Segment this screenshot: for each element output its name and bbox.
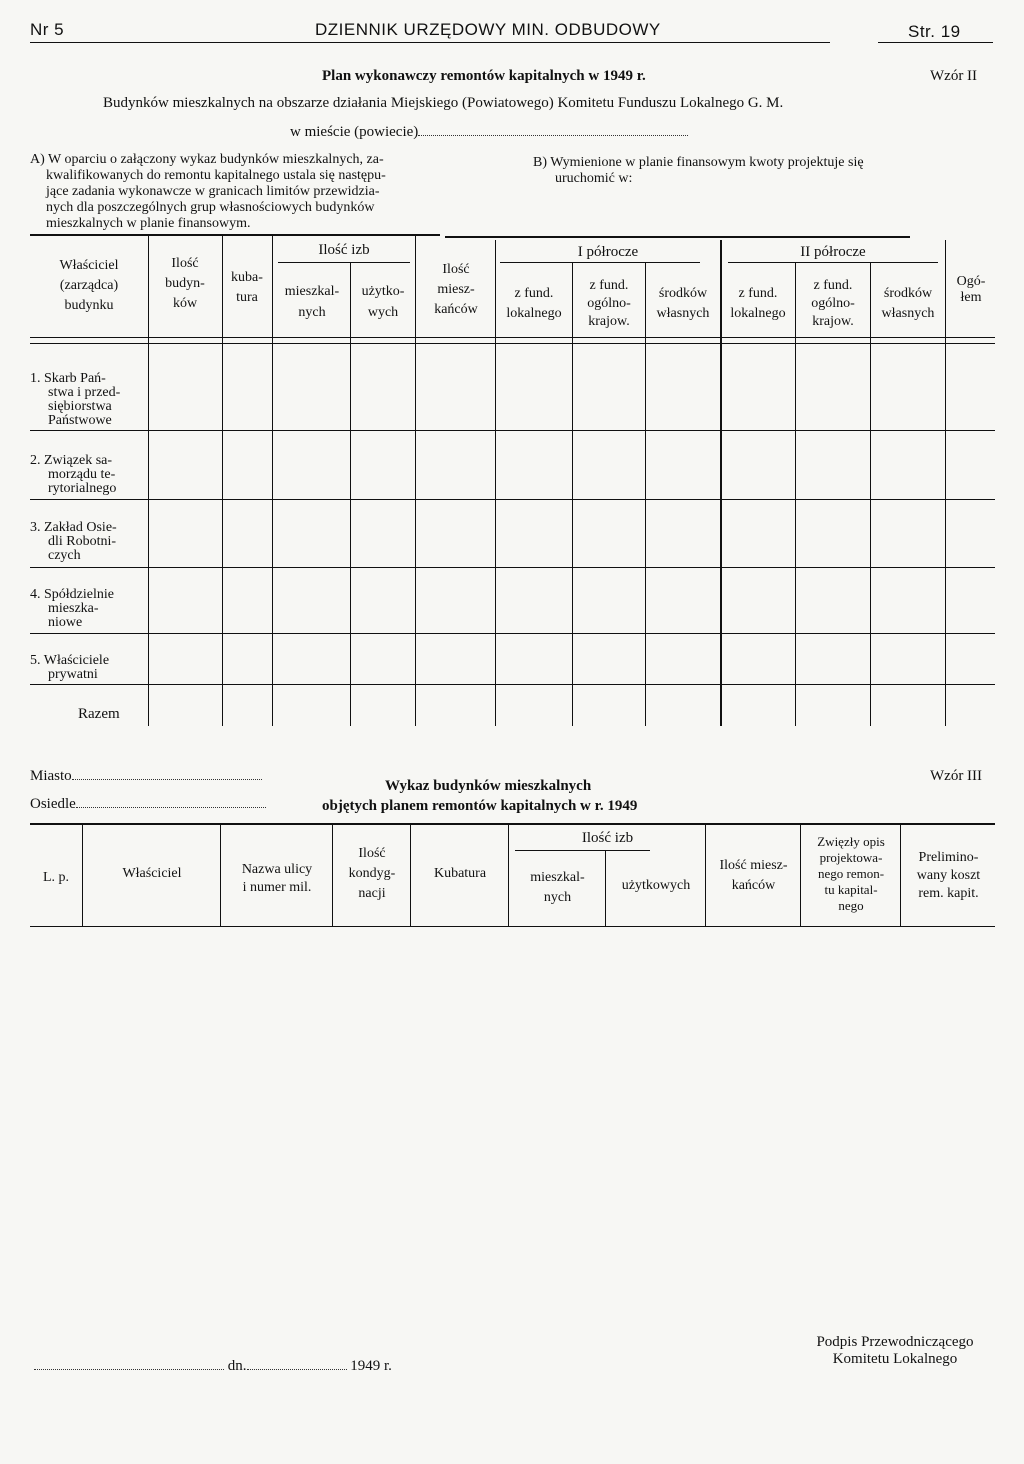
col-rooms-header: Ilość izb	[318, 242, 370, 258]
col-h2-own-header	[871, 286, 945, 322]
col3-street-header	[222, 862, 332, 896]
col-rooms-util-line: wych	[367, 305, 399, 320]
table2-row	[30, 588, 148, 630]
table3-vline	[800, 825, 801, 926]
table2-top-rule-right	[445, 236, 910, 238]
header-rule-right	[878, 42, 993, 43]
col-local-line: lokalnego	[506, 306, 562, 321]
table2-row	[30, 521, 148, 563]
half2-subheader-rule	[728, 262, 938, 263]
col3-cost-header	[902, 850, 995, 902]
col3-cost-line: rem. kapit.	[918, 886, 979, 901]
col-national-line: z fund.	[589, 278, 629, 293]
form2-city-line	[290, 124, 688, 141]
col-national-line: krajow.	[588, 314, 630, 329]
table2-vline	[572, 262, 573, 726]
form2-city-blank[interactable]	[418, 135, 688, 136]
table3-vline	[508, 825, 509, 926]
table2-vline	[148, 236, 149, 726]
col-local-line: lokalnego	[730, 306, 786, 321]
form3-city-blank[interactable]	[72, 779, 262, 780]
col-owner-line: (zarządca)	[59, 278, 119, 293]
table2-row-rule	[30, 567, 995, 568]
col-local-line: z fund.	[738, 286, 778, 301]
form2-city-label: w mieście (powiecie)	[290, 124, 419, 140]
table2-vline	[272, 236, 273, 726]
col-buildings-header	[150, 256, 220, 312]
row-label-line: Państwowe	[48, 413, 112, 428]
col-total-header	[947, 274, 995, 306]
section-b-line: B) Wymienione w planie finansowym kwoty projektuje się	[533, 155, 864, 170]
col3-floors-line: Ilość	[358, 846, 386, 861]
table2-total-label: Razem	[78, 706, 120, 722]
table2-header-bottom-2	[30, 343, 995, 344]
col3-cost-line: Prelimino-	[918, 850, 979, 865]
form2-title: Plan wykonawczy remontów kapitalnych w 1949 r.	[322, 68, 646, 84]
col3-desc-line: Zwięzły opis	[817, 834, 885, 849]
table3-vline	[605, 850, 606, 926]
table2-vline	[415, 236, 416, 726]
row-label-line: 3. Zakład Osie-	[30, 520, 117, 535]
col-buildings-line: budyn-	[165, 276, 205, 291]
col3-rooms-res-line: nych	[543, 890, 572, 905]
row-label-line: czych	[48, 548, 81, 563]
col3-rooms-header: Ilość izb	[581, 830, 634, 846]
col3-lp-header: L. p.	[42, 870, 70, 885]
table2-vline	[945, 240, 946, 726]
form2-subtitle: Budynków mieszkalnych na obszarze działania Miejskiego (Powiatowego) Komitetu Funduszu Lokalnego G. M.	[103, 95, 784, 111]
col-buildings-line: ków	[172, 296, 198, 311]
table2-row-rule	[30, 633, 995, 634]
col3-residents-line: Ilość miesz-	[719, 858, 788, 873]
col-h1-own-header	[646, 286, 720, 322]
table2-vline	[350, 262, 351, 726]
table3-top-rule	[30, 823, 995, 825]
col3-residents-header	[707, 858, 800, 894]
table2-row-rule	[30, 430, 995, 431]
footer-date-prefix: dn.	[227, 1358, 247, 1374]
footer-place-blank[interactable]	[34, 1369, 224, 1370]
col3-desc-line: projektowa-	[819, 850, 883, 865]
col-own-line: własnych	[656, 306, 710, 321]
row-label-line: siębiorstwa	[48, 399, 112, 414]
section-a-line: kwalifikowanych do remontu kapitalnego ustala się następu-	[46, 168, 386, 183]
col-h2-national-header	[796, 278, 870, 330]
col-own-line: własnych	[881, 306, 935, 321]
col-residents-line: kańców	[434, 302, 478, 317]
col-national-line: krajow.	[812, 314, 854, 329]
col3-desc-line: nego	[838, 898, 864, 913]
signature-line: Podpis Przewodniczącego	[816, 1334, 974, 1350]
col-residents-line: miesz-	[437, 282, 475, 297]
table3-vline	[220, 825, 221, 926]
form3-city-label: Miasto	[30, 768, 72, 784]
col3-desc-line: nego remon-	[817, 866, 885, 881]
table2-row	[30, 654, 148, 682]
footer-date-blank[interactable]	[247, 1369, 347, 1370]
col-rooms-res-line: nych	[298, 305, 326, 320]
col3-floors-header	[334, 846, 410, 902]
section-a-line: mieszkalnych w planie finansowym.	[46, 216, 251, 231]
col3-owner-header: Właściciel	[122, 866, 182, 881]
form3-subtitle: objętych planem remontów kapitalnych w r. 1949	[322, 798, 638, 814]
signature-line: Komitetu Lokalnego	[832, 1351, 958, 1367]
footer-signature	[790, 1334, 1000, 1368]
col-rooms-res-line: mieszkal-	[284, 284, 340, 299]
col3-floors-line: kondyg-	[348, 866, 396, 881]
col-volume-header	[224, 270, 270, 306]
col-residents-header	[417, 262, 495, 318]
col-residents-line: Ilość	[442, 262, 470, 277]
col-rooms-util-line: użytko-	[361, 284, 405, 299]
col-rooms-util-header	[351, 284, 415, 321]
table3-rooms-rule	[515, 850, 650, 851]
col-local-line: z fund.	[514, 286, 554, 301]
col3-rooms-util-header: użytkowych	[621, 878, 691, 893]
header-rule	[30, 42, 830, 43]
col-rooms-res-header	[274, 284, 350, 321]
table2-row-rule	[30, 684, 995, 685]
col-total-line: Ogó-	[956, 274, 986, 289]
col3-desc-line: tu kapital-	[824, 882, 878, 897]
col-owner-line: budynku	[64, 298, 114, 313]
row-label-line: 4. Spółdzielnie	[30, 587, 114, 602]
half1-subheader-rule	[500, 262, 700, 263]
form3-estate-label: Osiedle	[30, 796, 76, 812]
row-label-line: 2. Związek sa-	[30, 453, 113, 468]
form2-section-a	[30, 152, 510, 232]
col3-volume-header: Kubatura	[433, 866, 487, 881]
col-volume-line: tura	[236, 290, 258, 305]
row-label-line: dli Robotni-	[48, 534, 117, 549]
rooms-subheader-rule	[278, 262, 410, 263]
section-a-line: A) W oparciu o załączony wykaz budynków mieszkalnych, za-	[30, 152, 384, 167]
row-label-line: prywatni	[48, 667, 98, 682]
form3-estate-blank[interactable]	[76, 807, 266, 808]
table3-vline	[82, 825, 83, 926]
section-a-line: jące zadania wykonawcze w granicach limitów przewidzia-	[46, 184, 380, 199]
col3-street-line: Nazwa ulicy	[241, 862, 313, 877]
col3-rooms-res-header	[510, 870, 605, 906]
col-half2-header: II półrocze	[800, 244, 866, 260]
table2-vline	[645, 262, 646, 726]
row-label-line: 1. Skarb Pań-	[30, 371, 106, 386]
section-b-line: uruchomić w:	[555, 171, 633, 186]
form2-section-b	[533, 155, 993, 187]
col3-rooms-res-line: mieszkal-	[530, 870, 585, 885]
table3-vline	[410, 825, 411, 926]
col-own-line: środków	[883, 286, 933, 301]
page-number: Str. 19	[908, 22, 961, 41]
table3-vline	[705, 825, 706, 926]
row-label-line: morządu te-	[48, 467, 116, 482]
col3-cost-line: wany koszt	[916, 868, 981, 883]
table2-header-bottom	[30, 337, 995, 338]
journal-title: DZIENNIK URZĘDOWY MIN. ODBUDOWY	[315, 20, 661, 39]
row-label-line: 5. Właściciele	[30, 653, 110, 668]
table3-vline	[332, 825, 333, 926]
col3-description-header	[802, 834, 900, 913]
col-volume-line: kuba-	[231, 270, 263, 285]
table2-vline	[870, 262, 871, 726]
col-h1-national-header	[573, 278, 645, 330]
form3-wzor: Wzór III	[930, 768, 983, 784]
form3-city-line	[30, 768, 262, 785]
col3-street-line: i numer mil.	[242, 880, 312, 895]
row-label-line: stwa i przed-	[48, 385, 121, 400]
table2-vline	[222, 236, 223, 726]
issue-number: Nr 5	[30, 20, 65, 39]
table2-vline	[795, 262, 796, 726]
row-label-line: rytorialnego	[48, 481, 117, 496]
form2-wzor: Wzór II	[930, 68, 978, 84]
col-owner-header	[32, 258, 146, 314]
col-national-line: ogólno-	[811, 296, 855, 311]
table3-vline	[900, 825, 901, 926]
table2-row	[30, 454, 148, 496]
row-label-line: mieszka-	[48, 601, 99, 616]
table2-row	[30, 372, 148, 428]
col-national-line: z fund.	[813, 278, 853, 293]
form3-title: Wykaz budynków mieszkalnych	[385, 778, 592, 794]
footer-date-line	[34, 1358, 392, 1375]
col3-residents-line: kańców	[731, 878, 776, 893]
table2-row-rule	[30, 499, 995, 500]
col-buildings-line: Ilość	[171, 256, 199, 271]
section-a-line: nych dla poszczególnych grup własnościowych budynków	[46, 200, 375, 215]
form3-estate-line	[30, 796, 266, 813]
col-national-line: ogólno-	[587, 296, 631, 311]
col-own-line: środków	[658, 286, 708, 301]
col-total-line: łem	[960, 290, 982, 305]
col-h2-local-header	[721, 286, 795, 322]
footer-year: 1949 r.	[350, 1358, 392, 1374]
col-h1-local-header	[496, 286, 572, 322]
table3-header-bottom	[30, 926, 995, 927]
col-owner-line: Właściciel	[59, 258, 119, 273]
col-half1-header: I półrocze	[577, 244, 639, 260]
table2-top-rule	[30, 234, 440, 236]
row-label-line: niowe	[48, 615, 83, 630]
col3-floors-line: nacji	[358, 886, 386, 901]
